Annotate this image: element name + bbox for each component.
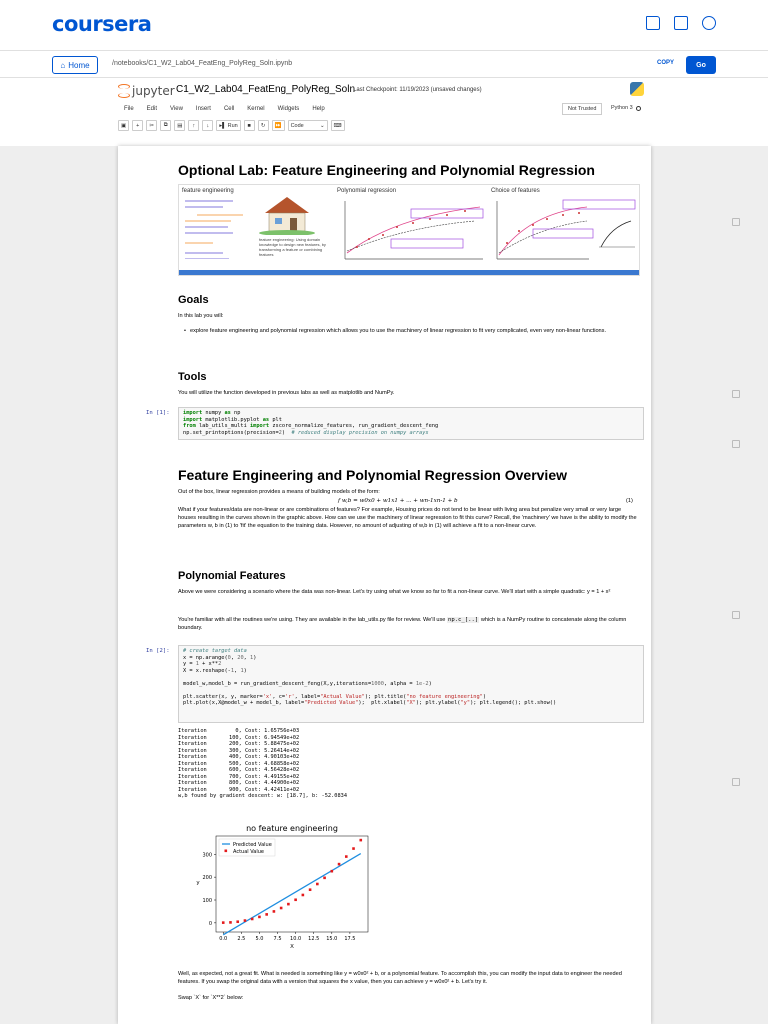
cell-side-icon[interactable] <box>732 218 740 226</box>
routines-text-a: You're familiar with all the routines we're using. They are available in the lab_utils.py file for review. We'll use <box>178 617 446 623</box>
code-cell-target-data[interactable]: # create target data x = np.arange(0, 20, 1) y = 1 + x**2 X = x.reshape(-1, 1) model_w,model_b = run_gradient_descent_feng(X,y,iterations=1000, alpha = 1e-2) plt.scatter(x, y, marker='x', c='r', label="Actual Value"); plt.title("no feature engineering") plt.plot(x,X@model_w + model_b, label="Predicted Value"); plt.xlabel("X"); plt.ylabel("y"); plt.legend(); plt.show() <box>178 645 644 723</box>
x-tick-label: 15.0 <box>326 936 338 942</box>
actual-value-point <box>338 863 341 866</box>
top-bar <box>0 0 768 48</box>
cut-icon[interactable]: ✂ <box>146 120 157 131</box>
y-tick-label: 300 <box>202 852 212 859</box>
polynomial-features-heading: Polynomial Features <box>178 570 286 582</box>
folder-icon[interactable] <box>646 16 660 30</box>
actual-value-point <box>251 918 254 921</box>
overview-equation: f w,b = w0x0 + w1x1 + ... + wn-1xn-1 + b <box>338 498 458 504</box>
iteration-line: Iteration 200, Cost: 5.88475e+02 <box>178 741 300 747</box>
legend-point-swatch <box>225 850 228 853</box>
bottom-instruction: Swap `X` for `X**2` below: <box>178 995 244 1001</box>
menu-file[interactable]: File <box>124 106 134 112</box>
banner-panel-title: feature engineering <box>182 188 234 194</box>
jupyter-header <box>0 78 768 146</box>
feature-engineering-note: feature engineering: Using domain knowledge to design new features, by transforming a feature or combining features <box>259 237 326 257</box>
y-tick-label: 0 <box>208 920 212 927</box>
coursera-logo[interactable]: coursera <box>52 12 152 36</box>
overview-paragraph: What if your features/data are non-linear or are combinations of features? For example, Housing prices do not tend to be linear with living area but penalize very small or very large houses resulting in the curves shown in the graphic above. How can we use the machinery of linear regression to fit this curve? Recall, the 'machinery' we have is the ability to modify the parameters w, b in (1) to 'fit' the equation to the training data. However, no amount of adjusting of w,b in (1) will achieve a fit to a non-linear curve. <box>178 507 637 529</box>
iteration-line: Iteration 700, Cost: 4.49155e+02 <box>178 773 300 780</box>
menu-view[interactable]: View <box>170 106 183 112</box>
notebook-path: /notebooks/C1_W2_Lab04_FeatEng_PolyReg_Soln.ipynb <box>112 60 293 67</box>
cell-side-icon[interactable] <box>732 440 740 448</box>
scatter-chart <box>178 822 378 956</box>
home-button-label: Home <box>68 60 90 70</box>
cell-prompt: In [1]: <box>146 410 170 416</box>
polynomial-regression-graphic <box>335 197 485 263</box>
iteration-line: Iteration 100, Cost: 6.94549e+02 <box>178 734 300 741</box>
x-tick-label: 5.0 <box>255 936 264 942</box>
actual-value-point <box>236 920 239 923</box>
checkpoint-status: Last Checkpoint: 11/19/2023 (unsaved changes) <box>353 87 482 93</box>
bottom-paragraph: Well, as expected, not a great fit. What is needed is something like y = w0x0² + b, or a polynomial feature. To accomplish this, you can modify the input data to engineer the needed features. If you swap the original data with a version that squares the x value, then you can achieve y = w0x0² + b. Let's try it. <box>178 971 622 985</box>
x-tick-label: 2.5 <box>237 936 246 942</box>
cell-type-select[interactable] <box>288 120 328 131</box>
actual-value-point <box>352 847 355 850</box>
equation-number: (1) <box>626 498 633 504</box>
routines-text-b: which is a NumPy routine to concatenate along the column boundary. <box>178 617 627 631</box>
notebook-title-heading: Optional Lab: Feature Engineering and Polynomial Regression <box>178 162 595 178</box>
house-illustration <box>257 193 317 235</box>
actual-value-point <box>280 907 283 910</box>
chart-title: no feature engineering <box>246 824 338 833</box>
y-tick-label: 100 <box>202 898 212 904</box>
overview-intro: Out of the box, linear regression provides a means of building models of the form: <box>178 489 380 495</box>
legend-label: Predicted Value <box>233 842 272 848</box>
menu-cell[interactable]: Cell <box>223 106 235 112</box>
actual-value-point <box>331 870 334 873</box>
menu-insert[interactable]: Insert <box>195 106 211 112</box>
actual-value-point <box>316 883 319 886</box>
add-cell-icon[interactable]: + <box>132 120 143 131</box>
actual-value-point <box>273 910 276 913</box>
actual-value-point <box>265 913 268 916</box>
y-axis-label: y <box>196 880 200 886</box>
notebook-page <box>118 146 651 1024</box>
banner-panel-title: Polynomial regression <box>337 188 397 194</box>
menu-widgets[interactable]: Widgets <box>277 106 300 112</box>
stop-icon[interactable]: ■ <box>244 120 255 131</box>
iteration-line: Iteration 600, Cost: 4.56428e+02 <box>178 767 300 773</box>
top-icons <box>646 16 716 30</box>
actual-value-point <box>359 839 362 842</box>
run-label: Run <box>227 122 238 129</box>
menu-edit[interactable]: Edit <box>146 106 158 112</box>
lab-banner-image <box>178 184 640 276</box>
cell-prompt: In [2]: <box>146 648 170 654</box>
actual-value-point <box>258 916 261 919</box>
menu-help[interactable]: Help <box>312 106 325 112</box>
bullet-icon: • <box>184 328 186 334</box>
actual-value-point <box>222 921 225 924</box>
save-icon[interactable]: ▣ <box>118 120 129 131</box>
cell-type-value: Code <box>290 122 304 129</box>
kernel-indicator[interactable] <box>611 105 641 111</box>
iteration-line: Iteration 900, Cost: 4.42411e+02 <box>178 786 300 793</box>
go-button[interactable]: Go <box>686 56 716 74</box>
cell-side-icon[interactable] <box>732 778 740 786</box>
restart-icon[interactable]: ↻ <box>258 120 269 131</box>
move-down-icon[interactable]: ↓ <box>202 120 213 131</box>
run-icon: ▸▌ <box>219 122 227 129</box>
actual-value-point <box>302 894 305 897</box>
paste-icon[interactable]: ▤ <box>174 120 185 131</box>
actual-value-point <box>244 919 247 922</box>
feature-equations-graphic <box>183 197 253 259</box>
help-icon[interactable] <box>702 16 716 30</box>
cell-side-icon[interactable] <box>732 390 740 398</box>
jupyter-logo[interactable] <box>118 84 175 98</box>
cell-side-icon[interactable] <box>732 611 740 619</box>
fast-forward-icon[interactable]: ⏩ <box>272 120 285 131</box>
actual-value-point <box>345 855 348 858</box>
iteration-line: Iteration 400, Cost: 4.90103e+02 <box>178 754 300 760</box>
banner-panel-title: Choice of features <box>491 188 540 194</box>
move-up-icon[interactable]: ↑ <box>188 120 199 131</box>
keyboard-icon[interactable]: ⌨ <box>331 120 345 131</box>
x-tick-label: 0.0 <box>219 936 228 942</box>
legend-label: Actual Value <box>233 849 264 855</box>
jupyter-icon <box>118 84 128 98</box>
polynomial-intro: Above we were considering a scenario where the data was non-linear. Let's try using what we know so far to fit a non-linear curve. We'll start with a simple quadratic: y = 1 + x² <box>178 589 611 595</box>
polynomial-routines-text <box>178 616 640 632</box>
x-axis-label: X <box>290 944 294 950</box>
banner-footer-strip <box>179 270 639 275</box>
jupyter-logo-text: jupyter <box>132 84 175 98</box>
x-tick-label: 12.5 <box>308 936 320 942</box>
python-logo-icon <box>630 82 644 96</box>
copy-cell-icon[interactable]: ⧉ <box>160 120 171 131</box>
overview-heading: Feature Engineering and Polynomial Regression Overview <box>178 467 567 483</box>
tools-text: You will utilize the function developed in previous labs as well as matplotlib and NumPy. <box>178 390 395 396</box>
wb-result-line: w,b found by gradient descent: w: [18.7], b: -52.0834 <box>178 793 348 799</box>
inline-code: np.c_[..] <box>447 617 479 623</box>
menu-bar <box>124 106 325 112</box>
path-bar <box>0 50 768 78</box>
home-button[interactable] <box>52 56 98 74</box>
goals-bullet: explore feature engineering and polynomial regression which allows you to use the machinery of linear regression to fit very complicated, even very non-linear functions. <box>190 328 607 334</box>
iteration-output <box>178 728 347 800</box>
kernel-name: Python 3 <box>611 105 633 111</box>
actual-value-point <box>323 877 326 880</box>
kernel-status-icon <box>636 106 641 111</box>
actual-value-point <box>229 921 232 924</box>
chevron-down-icon: ⌄ <box>319 122 325 129</box>
actual-value-point <box>287 903 290 906</box>
trust-indicator[interactable]: Not Trusted <box>562 103 602 115</box>
x-tick-label: 7.5 <box>273 936 282 942</box>
iteration-line: Iteration 800, Cost: 4.44900e+02 <box>178 780 300 786</box>
goals-heading: Goals <box>178 294 209 306</box>
notebook-title[interactable]: C1_W2_Lab04_FeatEng_PolyReg_Soln <box>176 84 356 95</box>
choice-of-features-graphic <box>489 197 639 263</box>
home-icon: ⌂ <box>60 60 66 70</box>
code-cell-imports[interactable]: import numpy as np import matplotlib.pyplot as plt from lab_utils_multi import zscore_normalize_features, run_gradient_descent_feng np.set_printoptions(precision=2) # reduced display precision on numpy arrays <box>178 407 644 440</box>
iteration-line: Iteration 500, Cost: 4.68858e+02 <box>178 760 300 767</box>
iteration-line: Iteration 0, Cost: 1.65756e+03 <box>178 728 300 734</box>
tools-heading: Tools <box>178 371 207 383</box>
iteration-line: Iteration 300, Cost: 5.26414e+02 <box>178 747 300 754</box>
actual-value-point <box>294 898 297 901</box>
copy-button[interactable]: COPY <box>656 60 674 66</box>
actual-value-point <box>309 888 312 891</box>
y-tick-label: 200 <box>202 875 212 882</box>
notebook-toolbar <box>118 120 345 131</box>
goals-intro: In this lab you will: <box>178 313 224 319</box>
x-tick-label: 17.5 <box>344 936 356 942</box>
file-icon[interactable] <box>674 16 688 30</box>
x-tick-label: 10.0 <box>290 936 302 942</box>
run-button[interactable] <box>216 120 240 131</box>
menu-kernel[interactable]: Kernel <box>247 106 265 112</box>
